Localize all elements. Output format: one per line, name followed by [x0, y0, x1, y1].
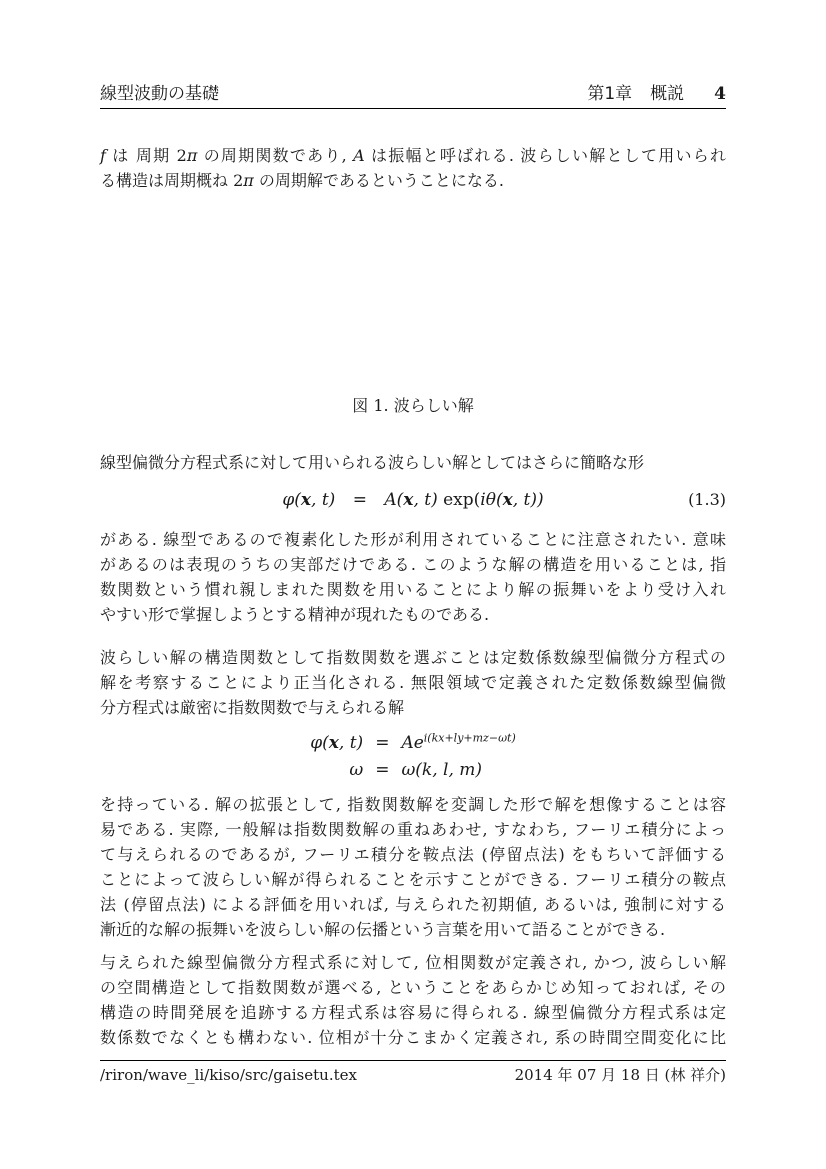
page-header: [100, 0, 726, 109]
text-line: [100, 975, 726, 1000]
page-number: 4: [714, 84, 726, 104]
equation-lhs: [310, 757, 363, 784]
equation-lhs: [282, 490, 335, 510]
section-label: 概説: [650, 84, 685, 104]
text-segment: の空間構造として指数関数が選べる, ということをあらかじめ知っておれば, その: [100, 978, 726, 997]
text-segment: ω(k, l, m): [401, 760, 483, 780]
text-segment: x: [328, 733, 339, 753]
text-segment: exp(: [443, 490, 481, 510]
text-segment: は 周期: [105, 146, 177, 165]
text-segment: x: [403, 490, 414, 510]
text-segment: 与えられた線型偏微分方程式系に対して, 位相関数が定義され, かつ, 波らしい解: [100, 953, 726, 972]
text-segment: φ(: [282, 490, 301, 510]
text-line: [100, 792, 726, 817]
text-line: [100, 695, 726, 720]
text-segment: 構造の時間発展を追跡する方程式系は容易に得られる. 線型偏微分方程式系は定: [100, 1003, 726, 1022]
text-line: [100, 143, 726, 168]
text-segment: は振幅と呼ばれる. 波らしい解として用いられ: [364, 146, 727, 165]
running-title: 線型波動の基礎: [100, 84, 219, 104]
text-segment: 2: [176, 146, 187, 165]
text-line: [100, 670, 726, 695]
header-right: [587, 84, 726, 104]
text-line: [100, 602, 726, 627]
paragraph-exponential-choice: [100, 645, 726, 720]
text-segment: , t): [311, 490, 336, 510]
text-segment: ことによって波らしい解が得られることを示すことができる. フーリエ積分の鞍点: [100, 870, 726, 889]
text-segment: 漸近的な解の振舞いを波らしい解の伝播という言葉を用いて語ることができる.: [100, 920, 666, 939]
page-content: [100, 0, 726, 1085]
text-segment: Ae: [401, 733, 424, 753]
text-segment: 分方程式は厳密に指数関数で与えられる解: [100, 698, 405, 717]
equation-rhs: [401, 757, 515, 784]
text-segment: 2: [233, 171, 244, 190]
equals-sign: =: [352, 490, 367, 510]
text-segment: A(: [384, 490, 404, 510]
equation-rhs: [401, 730, 515, 757]
text-line: [100, 450, 726, 475]
text-segment: , t)): [512, 490, 544, 510]
text-line: [100, 917, 726, 942]
text-segment: がある. 線型であるので複素化した形が利用されていることに注意されたい. 意味: [100, 530, 726, 549]
figure-area: [100, 193, 726, 393]
equation-lhs: [310, 730, 363, 757]
page-footer: [100, 1060, 726, 1085]
equation-number: (1.3): [688, 490, 726, 509]
equals-sign: =: [375, 760, 390, 780]
text-segment: , t): [338, 733, 364, 753]
text-segment: 数関数という慣れ親しまれた関数を用いることにより解の振舞いをより受け入れ: [100, 580, 726, 599]
text-segment: i(kx+ly+mz−ωt): [423, 731, 516, 745]
date-author: 2014 年 07 月 18 日 (林 祥介): [514, 1066, 726, 1084]
equation-grid: [310, 730, 516, 784]
text-line: [100, 817, 726, 842]
text-segment: φ(: [310, 733, 329, 753]
text-segment: ω: [349, 760, 364, 780]
text-segment: 易である. 実際, 一般解は指数関数解の重ねあわせ, すなわち, フーリエ積分によっ: [100, 820, 726, 839]
text-segment: て与えられるのであるが, フーリエ積分を鞍点法 (停留点法) をもちいて評価する: [100, 845, 726, 864]
source-path: /riron/wave_li/kiso/src/gaisetu.tex: [100, 1066, 357, 1084]
text-line: [100, 867, 726, 892]
text-line: [100, 950, 726, 975]
text-segment: る構造は周期概ね: [100, 171, 234, 190]
text-segment: があるのは表現のうちの実部だけである. このような解の構造を用いることは, 指: [100, 555, 726, 574]
equation-1-3: [100, 485, 726, 515]
text-segment: π: [186, 146, 198, 165]
text-segment: 法 (停留点法) による評価を用いれば, 与えられた初期値, あるいは, 強制に対する: [100, 895, 726, 914]
figure-caption: 図 1. 波らしい解: [352, 396, 474, 415]
text-segment: 波らしい解の構造関数として指数関数を選ぶことは定数係数線型偏微分方程式の: [100, 648, 726, 667]
text-segment: 数係数でなくとも構わない. 位相が十分こまかく定義され, 系の時間空間変化に比: [100, 1028, 726, 1047]
text-line: [100, 552, 726, 577]
text-segment: の周期解であるということになる.: [253, 171, 504, 190]
text-line: [100, 527, 726, 552]
paragraph-intro: [100, 143, 726, 193]
text-line: [100, 892, 726, 917]
text-line: [100, 1025, 726, 1050]
text-segment: x: [300, 490, 312, 510]
text-segment: A: [353, 146, 365, 165]
text-line: [100, 577, 726, 602]
paragraph-complex-form: [100, 527, 726, 627]
equals-sign: =: [375, 733, 390, 753]
text-segment: やすい形で掌握しようとする精神が現れたものである.: [100, 605, 490, 624]
equation-body: [282, 485, 543, 515]
paragraph-phase-function: [100, 950, 726, 1050]
text-line: [100, 645, 726, 670]
text-segment: , t): [413, 490, 444, 510]
text-line: [100, 842, 726, 867]
text-segment: π: [243, 171, 254, 190]
text-segment: f: [100, 146, 106, 165]
text-line: [100, 168, 726, 193]
text-segment: 線型偏微分方程式系に対して用いられる波らしい解としてはさらに簡略な形: [100, 453, 645, 472]
text-segment: iθ(: [480, 490, 503, 510]
text-segment: の周期関数であり,: [197, 146, 354, 165]
paragraph-lead-eq13: [100, 450, 726, 475]
text-segment: 解を考察することにより正当化される. 無限領域で定義された定数係数線型偏微: [100, 673, 726, 692]
paragraph-fourier: [100, 792, 726, 942]
chapter-label: 第1章: [587, 84, 633, 104]
text-segment: を持っている. 解の拡張として, 指数関数解を変調した形で解を想像することは容: [100, 795, 726, 814]
text-line: [100, 1000, 726, 1025]
equation-group-dispersion: [100, 730, 726, 784]
equation-rhs: [384, 490, 543, 510]
text-segment: x: [502, 490, 513, 510]
